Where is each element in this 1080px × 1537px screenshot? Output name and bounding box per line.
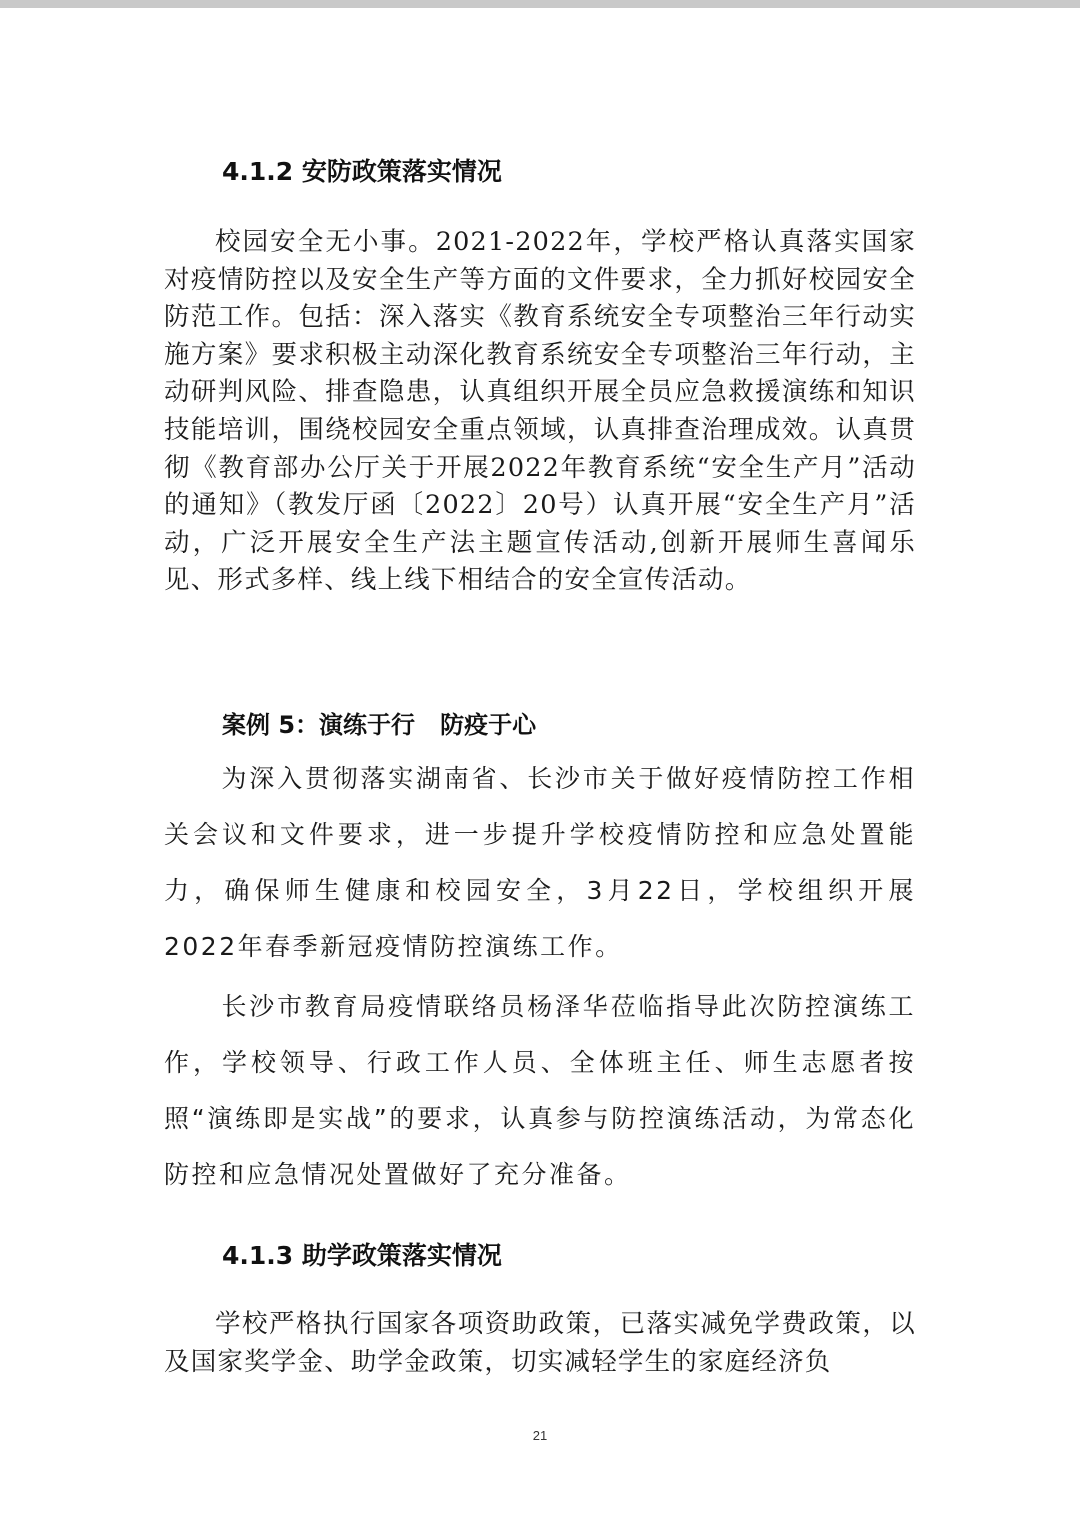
case-5-title: 案例 5：演练于行 防疫于心 bbox=[222, 711, 537, 739]
section-paragraph-4-1-3: 学校严格执行国家各项资助政策，已落实减免学费政策，以及国家奖学金、助学金政策，切实减轻学生的家庭经济负 bbox=[164, 1309, 916, 1377]
section-paragraph-4-1-2: 校园安全无小事。2021-2022年，学校严格认真落实国家对疫情防控以及安全生产等方面的文件要求，全力抓好校园安全防范工作。包括：深入落实《教育系统安全专项整治三年行动实施方案》要求积极主动深化教育系统安全专项整治三年行动，主动研判风险、排查隐患，认真组织开展全员应急救援演练和知识技能培训，围绕校园安全重点领域，认真排查治理成效。认真贯彻《教育部办公厅关于开展2022年教育系统“安全生产月”活动的通知》（教发厅函〔2022〕20号）认真开展“安全生产月”活动，广泛开展安全生产法主题宣传活动,创新开展师生喜闻乐见、形式多样、线上线下相结合的安全宣传活动。 bbox=[164, 227, 916, 596]
page-number: 21 bbox=[532, 1428, 548, 1443]
case-5-paragraph-1: 为深入贯彻落实湖南省、长沙市关于做好疫情防控工作相关会议和文件要求，进一步提升学校疫情防控和应急处置能力，确保师生健康和校园安全，3月22日，学校组织开展2022年春季新冠疫情防控演练工作。 bbox=[164, 764, 916, 961]
case-5-paragraph-2: 长沙市教育局疫情联络员杨泽华莅临指导此次防控演练工作，学校领导、行政工作人员、全体班主任、师生志愿者按照“演练即是实战”的要求，认真参与防控演练活动，为常态化防控和应急情况处置做好了充分准备。 bbox=[164, 992, 916, 1189]
section-heading-4-1-2: 4.1.2 安防政策落实情况 bbox=[222, 157, 502, 186]
section-heading-4-1-3: 4.1.3 助学政策落实情况 bbox=[222, 1241, 502, 1270]
